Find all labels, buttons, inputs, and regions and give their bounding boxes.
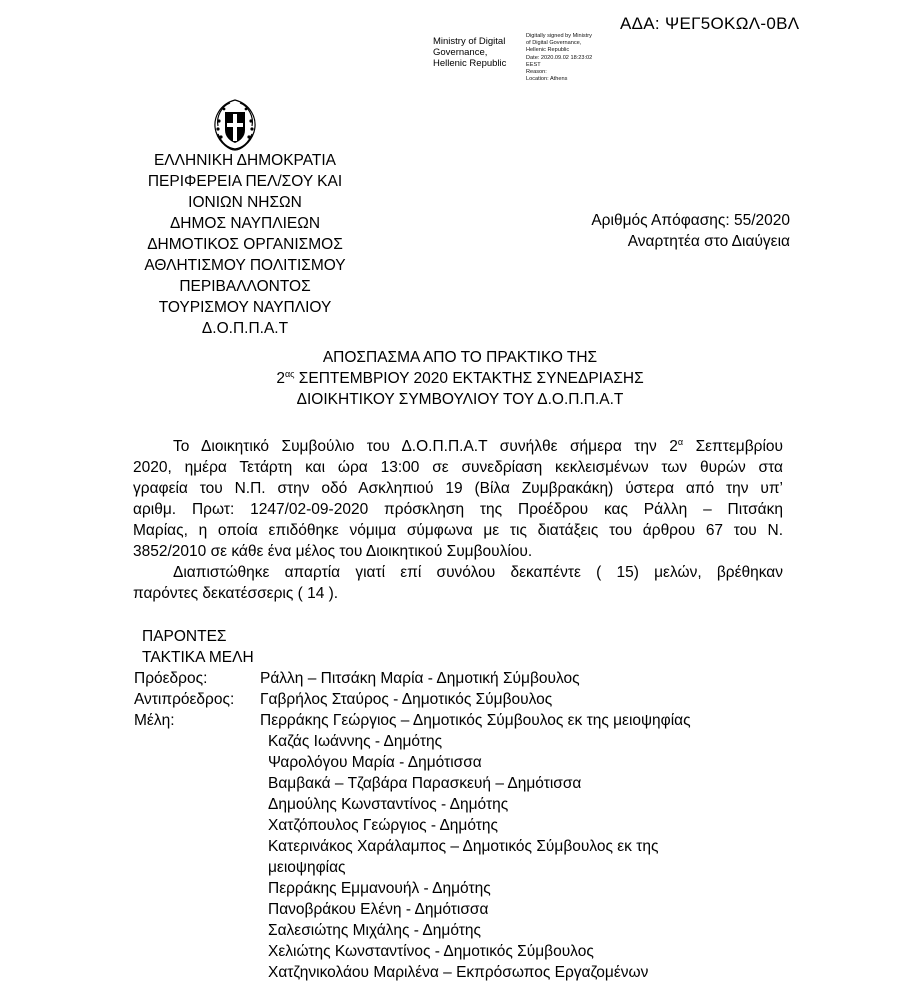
- member-role: Αντιπρόεδρος:: [134, 691, 235, 708]
- signature-detail-line: Location: Athens: [526, 76, 568, 83]
- authority-line: ΤΟΥΡΙΣΜΟΥ ΝΑΥΠΛΙΟΥ: [158, 299, 332, 316]
- title-date-text: ΣΕΠΤΕΜΒΡΙΟΥ 2020 ΕΚΤΑΚΤΗΣ ΣΥΝΕΔΡΙΑΣΗΣ: [294, 370, 644, 387]
- document-title: [200, 347, 720, 410]
- greek-coat-of-arms-icon: [206, 96, 264, 154]
- text-segment: Σεπτεμβρίου: [683, 438, 783, 455]
- decision-posting: Αναρτητέα στο Διαύγεια: [627, 233, 790, 250]
- signature-org-line: Governance,: [433, 47, 488, 58]
- issuing-authority: [120, 150, 370, 339]
- authority-line: Δ.Ο.Π.Π.Α.Τ: [201, 320, 289, 337]
- member-name: Καζάς Ιωάννης - Δημότης: [268, 733, 443, 750]
- paragraph-line: [133, 436, 783, 457]
- text-segment: Το Διοικητικό Συμβούλιο του Δ.Ο.Π.Π.Α.Τ συνήλθε σήμερα την 2: [173, 438, 678, 455]
- signature-details: [526, 33, 592, 83]
- member-role: Μέλη:: [134, 712, 175, 729]
- decision-info: [550, 210, 790, 252]
- member-name: Πανοβράκου Ελένη - Δημότισσα: [268, 901, 489, 918]
- member-name: Περράκης Εμμανουήλ - Δημότης: [268, 880, 491, 897]
- member-name: Γαβρήλος Σταύρος - Δημοτικός Σύμβουλος: [260, 691, 553, 708]
- paragraph-line: γραφεία του Ν.Π. στην οδό Ασκληπιού 19 (Βίλα Ζυμβρακάκη) ύστερα από την υπ’: [133, 480, 783, 497]
- member-name: Χατζηνικολάου Μαριλένα – Εκπρόσωπος Εργαζομένων: [268, 964, 649, 981]
- authority-line: ΙΟΝΙΩΝ ΝΗΣΩΝ: [188, 194, 302, 211]
- paragraph-line: Μαρίας, η οποία επιδόθηκε νόμιμα σύμφωνα με τις διατάξεις του άρθρου 67 του Ν.: [133, 522, 783, 539]
- title-line: ΑΠΟΣΠΑΣΜΑ ΑΠΟ ΤΟ ΠΡΑΚΤΙΚΟ ΤΗΣ: [322, 349, 598, 366]
- member-role: Πρόεδρος:: [134, 670, 208, 687]
- decision-number: Αριθμός Απόφασης: 55/2020: [591, 212, 790, 229]
- member-name: Περράκης Γεώργιος – Δημοτικός Σύμβουλος εκ της μειοψηφίας: [260, 712, 691, 729]
- signature-detail-line: of Digital Governance,: [526, 40, 582, 47]
- member-name: Χατζόπουλος Γεώργιος - Δημότης: [268, 817, 498, 834]
- title-line: [200, 368, 720, 389]
- signature-detail-line: Date: 2020.09.02 18:23:02: [526, 54, 593, 61]
- authority-line: ΕΛΛΗΝΙΚΗ ΔΗΜΟΚΡΑΤΙΑ: [153, 152, 337, 169]
- paragraph-line: αριθμ. Πρωτ: 1247/02-09-2020 πρόσκληση της Προέδρου κας Ράλλη – Πιτσάκη: [133, 501, 783, 518]
- member-name: μειοψηφίας: [268, 859, 346, 876]
- signature-detail-line: EEST: [526, 61, 541, 68]
- authority-line: ΠΕΡΙΒΑΛΛΟΝΤΟΣ: [179, 278, 311, 295]
- signature-detail-line: Reason:: [526, 69, 547, 76]
- paragraph-line: παρόντες δεκατέσσερις ( 14 ).: [133, 585, 339, 602]
- signature-detail-line: Hellenic Republic: [526, 47, 570, 54]
- body-text: [133, 436, 783, 604]
- title-day: 2: [276, 370, 285, 387]
- authority-line: ΔΗΜΟΣ ΝΑΥΠΛΙΕΩΝ: [169, 215, 321, 232]
- member-name: Σαλεσιώτης Μιχάλης - Δημότης: [268, 922, 481, 939]
- paragraph-line: 3852/2010 σε κάθε ένα μέλος του Διοικητικού Συμβουλίου.: [133, 543, 533, 560]
- day-suffix: α: [677, 437, 684, 447]
- signature-detail-line: Digitally signed by Ministry: [526, 33, 592, 39]
- member-name: Κατερινάκος Χαράλαμπος – Δημοτικός Σύμβουλος εκ της: [268, 838, 659, 855]
- member-name: Βαμβακά – Τζαβάρα Παρασκευή – Δημότισσα: [268, 775, 582, 792]
- paragraph-line: Διαπιστώθηκε απαρτία γιατί επί συνόλου δεκαπέντε ( 15) μελών, βρέθηκαν: [173, 564, 783, 581]
- signature-org-line: Hellenic Republic: [433, 58, 507, 69]
- member-name: Χελιώτης Κωνσταντίνος - Δημοτικός Σύμβουλος: [268, 943, 594, 960]
- title-line: ΔΙΟΙΚΗΤΙΚΟΥ ΣΥΜΒΟΥΛΙΟΥ ΤΟΥ Δ.Ο.Π.Π.Α.Τ: [296, 391, 624, 408]
- paragraph-line: 2020, ημέρα Τετάρτη και ώρα 13:00 σε συνεδρίαση κεκλεισμένων των θυρών στα: [133, 459, 783, 476]
- authority-line: ΔΗΜΟΤΙΚΟΣ ΟΡΓΑΝΙΣΜΟΣ: [147, 236, 343, 253]
- member-name: Ψαρολόγου Μαρία - Δημότισσα: [268, 754, 482, 771]
- authority-line: ΠΕΡΙΦΕΡΕΙΑ ΠΕΛ/ΣΟΥ ΚΑΙ: [147, 173, 343, 190]
- authority-line: ΑΘΛΗΤΙΣΜΟΥ ΠΟΛΙΤΙΣΜΟΥ: [144, 257, 346, 274]
- signature-org-line: Ministry of Digital: [433, 36, 506, 47]
- member-name: Δημούλης Κωνσταντίνος - Δημότης: [268, 796, 509, 813]
- signature-organization: [433, 36, 506, 69]
- member-name: Ράλλη – Πιτσάκη Μαρία - Δημοτική Σύμβουλος: [260, 670, 580, 687]
- title-day-suffix: ας: [284, 369, 295, 379]
- ada-code: ΑΔΑ: ΨΕΓ5ΟΚΩΛ-0ΒΛ: [620, 14, 800, 33]
